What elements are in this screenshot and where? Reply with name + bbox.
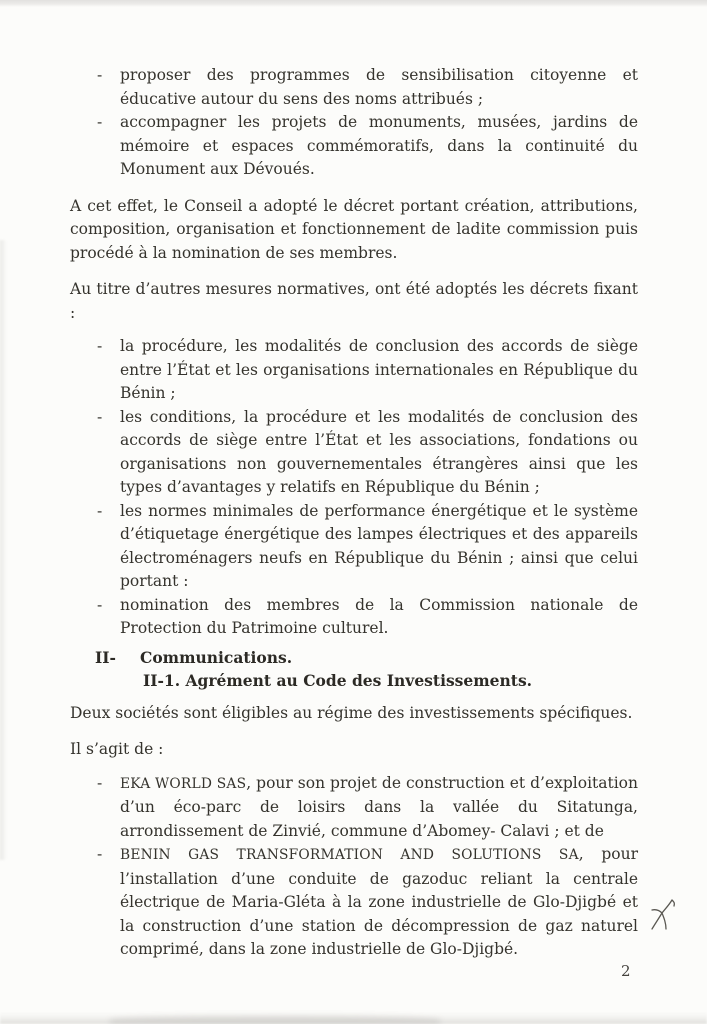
bullet-dash-marker: - bbox=[97, 501, 103, 520]
list-item-text: les normes minimales de performance énergétique et le système d’étiquetage énergétique des lampes électriques et des appareils électroménagers neufs en République du Bénin ; ainsi que celui portant : bbox=[120, 501, 638, 590]
bullet-dash-marker: - bbox=[97, 845, 103, 863]
paragraph-eligible-companies: Deux sociétés sont éligibles au régime des investissements spécifiques. bbox=[70, 703, 633, 722]
scan-left-shadow bbox=[0, 240, 7, 860]
section-heading-communications bbox=[70, 646, 638, 670]
subsection-heading-agrement: II-1. Agrément au Code des Investissements. bbox=[143, 671, 533, 690]
bullet-dash-marker: - bbox=[97, 337, 103, 355]
section-number: II- bbox=[95, 647, 116, 667]
list-item bbox=[70, 406, 638, 500]
document-content bbox=[70, 64, 638, 975]
bullet-dash-marker: - bbox=[97, 407, 103, 426]
list-item-text: proposer des programmes de sensibilisation citoyenne et éducative autour du sens des noms attribués ; bbox=[120, 66, 638, 108]
page-number: 2 bbox=[621, 962, 631, 980]
list-item bbox=[70, 500, 638, 594]
paragraph-il-sagit: Il s’agit de : bbox=[70, 740, 164, 758]
list-item-text: nomination des membres de la Commission nationale de Protection du Patrimoine culturel. bbox=[120, 595, 638, 637]
list-item-text: la procédure, les modalités de conclusion des accords de siège entre l’État et les organisations internationales en République du Bénin ; bbox=[120, 337, 638, 402]
scan-top-edge bbox=[0, 0, 707, 7]
list-item-text: BENIN GAS TRANSFORMATION AND SOLUTIONS SA, pour l’installation d’une conduite de gazoduc reliant la centrale électrique de Maria-Gléta à la zone industrielle de Glo-Djigbé et la construction d’une station de décompression de gaz naturel comprimé, dans la zone industrielle de Glo-Djigbé. bbox=[120, 845, 639, 958]
paragraph-decree-adoption: A cet effet, le Conseil a adopté le décret portant création, attributions, composition, organisation et fonctionnement de ladite commission puis procédé à la nomination de ses membres. bbox=[70, 196, 638, 262]
scan-bottom-smudge bbox=[110, 1016, 440, 1024]
bullet-dash-marker: - bbox=[97, 773, 103, 792]
list-item bbox=[70, 594, 638, 641]
list-item bbox=[70, 772, 638, 844]
list-item bbox=[70, 111, 638, 182]
bullet-list-missions bbox=[70, 64, 638, 182]
bullet-dash-marker: - bbox=[97, 113, 103, 131]
company-name: BENIN GAS TRANSFORMATION AND SOLUTIONS SA bbox=[120, 847, 579, 863]
bullet-list-companies bbox=[70, 772, 638, 962]
list-item-text: EKA WORLD SAS, pour son projet de construction et d’exploitation d’un éco-parc de loisirs dans la vallée du Sitatunga, arrondissement de Zinvié, commune d’Abomey- Calavi ; et de bbox=[120, 773, 638, 840]
list-item bbox=[70, 335, 638, 406]
list-item bbox=[70, 64, 638, 111]
paragraph-other-measures: Au titre d’autres mesures normatives, ont été adoptés les décrets fixant : bbox=[70, 280, 638, 322]
bullet-dash-marker: - bbox=[97, 66, 103, 84]
bullet-list-decrees bbox=[70, 335, 638, 641]
list-item-text: les conditions, la procédure et les modalités de conclusion des accords de siège entre l’État et les associations, fondations ou organisations non gouvernementales étrangères ainsi que les types d’avantages y relatifs en République du Bénin ; bbox=[120, 407, 638, 496]
list-item-text: accompagner les projets de monuments, musées, jardins de mémoire et espaces commémoratifs, dans la continuité du Monument aux Dévoués. bbox=[120, 113, 638, 178]
bullet-dash-marker: - bbox=[97, 595, 103, 614]
handwritten-paraph-mark bbox=[648, 897, 682, 937]
company-name: EKA WORLD SAS bbox=[120, 775, 247, 792]
section-title: Communications. bbox=[140, 647, 293, 667]
list-item bbox=[70, 843, 638, 962]
